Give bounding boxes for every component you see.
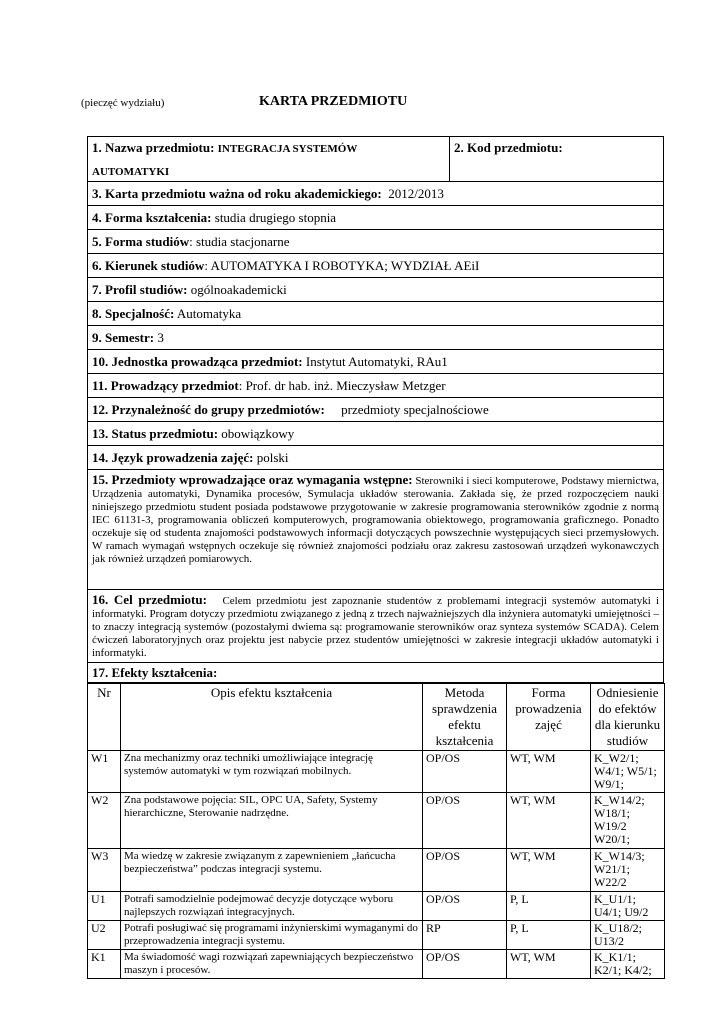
valid-year-label: 3. Karta przedmiotu ważna od roku akademickiego: bbox=[92, 186, 382, 201]
effect-description: Ma świadomość wagi rozwiązań zapewniających bezpieczeństwo maszyn i procesów. bbox=[121, 950, 423, 979]
row-group bbox=[87, 398, 664, 422]
profile-value: ogólnoakademicki bbox=[190, 282, 287, 297]
form-education-label: 4. Forma kształcenia: bbox=[92, 210, 212, 225]
row-form-study bbox=[87, 230, 664, 254]
col-header-description: Opis efektu kształcenia bbox=[121, 684, 423, 751]
effect-nr: U1 bbox=[88, 892, 121, 921]
effect-reference: K_W2/1; W4/1; W5/1; W9/1; bbox=[591, 751, 665, 793]
effect-method: OP/OS bbox=[423, 793, 507, 849]
effect-form: P, L bbox=[507, 892, 591, 921]
effect-reference: K_K1/1; K2/1; K4/2; bbox=[591, 950, 665, 979]
prerequisites-label: 15. Przedmioty wprowadzające oraz wymagania wstępne: bbox=[92, 472, 413, 487]
row-lecturer bbox=[87, 374, 664, 398]
effect-method: OP/OS bbox=[423, 849, 507, 892]
form-study-label: 5. Forma studiów bbox=[92, 234, 190, 249]
row-status bbox=[87, 422, 664, 446]
effect-description: Potrafi samodzielnie podejmować decyzje dotyczące wyboru najlepszych rozwiązań integracyjnych. bbox=[121, 892, 423, 921]
unit-value: Instytut Automatyki, RAu1 bbox=[305, 354, 448, 369]
course-card bbox=[87, 136, 664, 979]
profile-label: 7. Profil studiów: bbox=[92, 282, 188, 297]
row-language bbox=[87, 446, 664, 470]
course-name-cell bbox=[88, 137, 450, 181]
effect-method: OP/OS bbox=[423, 892, 507, 921]
effect-form: WT, WM bbox=[507, 751, 591, 793]
effect-reference: K_U1/1; U4/1; U9/2 bbox=[591, 892, 665, 921]
table-row bbox=[88, 849, 665, 892]
effects-header-row bbox=[88, 684, 665, 751]
row-course-goal bbox=[87, 590, 664, 663]
course-name-value-line2: AUTOMATYKI bbox=[92, 166, 170, 178]
effect-nr: U2 bbox=[88, 921, 121, 950]
row-effects-heading bbox=[87, 663, 664, 683]
document-title: KARTA PRZEDMIOTU bbox=[259, 94, 408, 109]
effect-description: Potrafi posługiwać się programami inżynierskimi wymaganymi do przeprowadzenia integracji systemu. bbox=[121, 921, 423, 950]
direction-label: 6. Kierunek studiów bbox=[92, 258, 205, 273]
row-specialty bbox=[87, 302, 664, 326]
effect-nr: W3 bbox=[88, 849, 121, 892]
col-header-method: Metoda sprawdzenia efektu kształcenia bbox=[423, 684, 507, 751]
effect-reference: K_W14/3; W21/1; W22/2 bbox=[591, 849, 665, 892]
direction-value: : AUTOMATYKA I ROBOTYKA; WYDZIAŁ AEiI bbox=[204, 258, 480, 273]
effect-nr: W2 bbox=[88, 793, 121, 849]
effect-form: WT, WM bbox=[507, 793, 591, 849]
effect-method: OP/OS bbox=[423, 950, 507, 979]
lecturer-value: : Prof. dr hab. inż. Mieczysław Metzger bbox=[238, 378, 446, 393]
specialty-value: Automatyka bbox=[176, 306, 242, 321]
effect-description: Zna podstawowe pojęcia: SIL, OPC UA, Safety, Systemy hierarchiczne, Sterowanie nadrzędne. bbox=[121, 793, 423, 849]
effects-table bbox=[87, 683, 665, 979]
col-header-reference: Odniesienie do efektów dla kierunku studiów bbox=[591, 684, 665, 751]
row-form-education bbox=[87, 206, 664, 230]
col-header-form: Forma prowadzenia zajęć bbox=[507, 684, 591, 751]
row-unit bbox=[87, 350, 664, 374]
table-row bbox=[88, 751, 665, 793]
table-row bbox=[88, 921, 665, 950]
effect-reference: K_W14/2; W18/1; W19/2 W20/1; bbox=[591, 793, 665, 849]
group-label: 12. Przynależność do grupy przedmiotów: bbox=[92, 402, 325, 417]
effect-form: WT, WM bbox=[507, 849, 591, 892]
effect-description: Zna mechanizmy oraz techniki umożliwiające integrację systemów automatyki w tym rozwiązań mobilnych. bbox=[121, 751, 423, 793]
course-goal-label: 16. Cel przedmiotu: bbox=[92, 592, 207, 607]
effect-method: OP/OS bbox=[423, 751, 507, 793]
effect-description: Ma wiedzę w zakresie związanym z zapewnieniem „łańcucha bezpieczeństwa” podczas integracji systemu. bbox=[121, 849, 423, 892]
faculty-stamp-label: (pieczęć wydziału) bbox=[81, 97, 165, 109]
effect-form: WT, WM bbox=[507, 950, 591, 979]
unit-label: 10. Jednostka prowadząca przedmiot: bbox=[92, 354, 303, 369]
form-study-value: : studia stacjonarne bbox=[189, 234, 290, 249]
effect-nr: W1 bbox=[88, 751, 121, 793]
semester-label: 9. Semestr: bbox=[92, 330, 155, 345]
effects-label: 17. Efekty kształcenia: bbox=[92, 665, 218, 680]
row-profile bbox=[87, 278, 664, 302]
table-row bbox=[88, 892, 665, 921]
course-goal-text: Celem przedmiotu jest zapoznanie studentów z problemami integracji systemów automatyki i informatyki. Program dotyczy przedmiotu związanego z jedną z trzech najważniejszych dla inżyniera automatyki umiejętności – to znaczy integracją systemów (pozostałymi dwiema są: programowanie sterowników oraz synteza systemów SCADA). Celem ćwiczeń laboratoryjnych oraz projektu jest nabycie przez studentów umiejętności w zakresie integracji układów automatyki i informatyki. bbox=[92, 595, 659, 659]
effect-reference: K_U18/2; U13/2 bbox=[591, 921, 665, 950]
course-name-label: 1. Nazwa przedmiotu: bbox=[92, 140, 215, 155]
semester-value: 3 bbox=[157, 330, 164, 345]
course-code-cell bbox=[450, 137, 663, 181]
col-header-nr: Nr bbox=[88, 684, 121, 751]
table-row bbox=[88, 793, 665, 849]
status-value: obowiązkowy bbox=[221, 426, 295, 441]
row-semester bbox=[87, 326, 664, 350]
prerequisites-text: Sterowniki i sieci komputerowe, Podstawy miernictwa, Urządzenia automatyki, Dynamika procesów, Symulacja układów sterowania. Zakłada się, że przed rozpoczęciem nauki niniejszego przedmiotu student posiada podstawowe przygotowanie w zakresie programowania sterowników zgodnie z normą IEC 61131-3, programowania obliczeń komputerowych, programowania obiektowego, programowania graficznego. Ponadto oczekuje się od studenta znajomości podstawowych informacji dotyczących powszechnie występujących sieci przemysłowych. W ramach wymagań wstępnych oczekuje się również znajomości podziału oraz zakresu zastosowań urządzeń wykonawczych jak również urządzeń pomiarowych. bbox=[92, 475, 660, 565]
status-label: 13. Status przedmiotu: bbox=[92, 426, 219, 441]
row-prerequisites bbox=[87, 470, 664, 590]
language-value: polski bbox=[256, 450, 289, 465]
lecturer-label: 11. Prowadzący przedmiot bbox=[92, 378, 239, 393]
row-direction bbox=[87, 254, 664, 278]
group-value: przedmioty specjalnościowe bbox=[341, 402, 489, 417]
specialty-label: 8. Specjalność: bbox=[92, 306, 175, 321]
valid-year-value: 2012/2013 bbox=[388, 186, 444, 201]
language-label: 14. Język prowadzenia zajęć: bbox=[92, 450, 254, 465]
course-name-value: INTEGRACJA SYSTEMÓW bbox=[217, 143, 358, 155]
effect-nr: K1 bbox=[88, 950, 121, 979]
form-education-value: studia drugiego stopnia bbox=[214, 210, 337, 225]
course-code-label: 2. Kod przedmiotu: bbox=[454, 140, 563, 155]
row-course-name bbox=[87, 136, 664, 182]
effect-form: P, L bbox=[507, 921, 591, 950]
effect-method: RP bbox=[423, 921, 507, 950]
table-row bbox=[88, 950, 665, 979]
row-valid-year bbox=[87, 182, 664, 206]
